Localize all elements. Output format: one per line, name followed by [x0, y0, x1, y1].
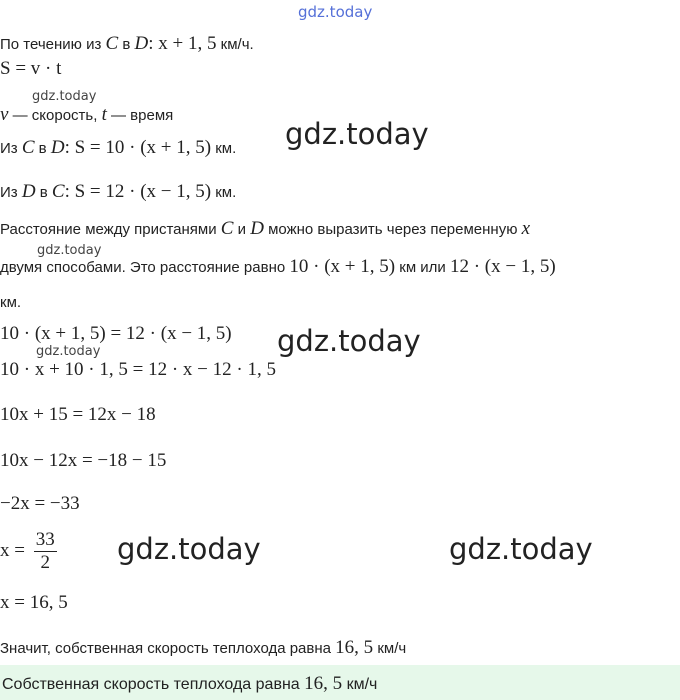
final-answer-box [0, 665, 680, 700]
equation: 10 · x + 10 · 1, 5 = 12 · x − 12 · 1, 5 [0, 359, 276, 380]
equation: x = 16, 5 [0, 592, 68, 613]
equation: −2x = −33 [0, 493, 80, 514]
equation: 10x + 15 = 12x − 18 [0, 404, 156, 425]
solution-paragraph-line: Расстояние между пристанями C и D можно выразить через переменную x [0, 218, 531, 239]
fraction: $\frac{33}{2}$ [35, 529, 55, 574]
solution-line-d-to-c: Из D в C: S = 12 · (x − 1, 5) км. [0, 181, 237, 202]
watermark-large: gdz.today [449, 532, 593, 566]
watermark-small: gdz.today [36, 344, 101, 359]
watermark-small: gdz.today [37, 243, 102, 258]
formula-distance: S = v · t [0, 58, 62, 79]
watermark-large: gdz.today [285, 117, 429, 151]
watermark-large: gdz.today [117, 532, 261, 566]
formula-legend: v — скорость, t — время [0, 104, 174, 125]
equation: 10x − 12x = −18 − 15 [0, 450, 167, 471]
equation: 10 · (x + 1, 5) = 12 · (x − 1, 5) [0, 323, 232, 344]
final-answer-text: Собственная скорость теплохода равна 16, 5 км/ч [2, 673, 378, 694]
watermark-top: gdz.today [298, 3, 373, 21]
equation-fraction: x = $\frac{33}{2}$ [0, 529, 55, 574]
solution-paragraph-line: км. [0, 294, 22, 311]
solution-line-downstream: По течению из C в D: x + 1, 5 км/ч. [0, 33, 254, 54]
conclusion-line: Значит, собственная скорость теплохода равна 16, 5 км/ч [0, 637, 407, 658]
watermark-small: gdz.today [32, 89, 97, 104]
solution-paragraph-line: двумя способами. Это расстояние равно 10 · (x + 1, 5) км или 12 · (x − 1, 5) [0, 256, 556, 277]
solution-line-c-to-d: Из C в D: S = 10 · (x + 1, 5) км. [0, 137, 237, 158]
watermark-large: gdz.today [277, 324, 421, 358]
